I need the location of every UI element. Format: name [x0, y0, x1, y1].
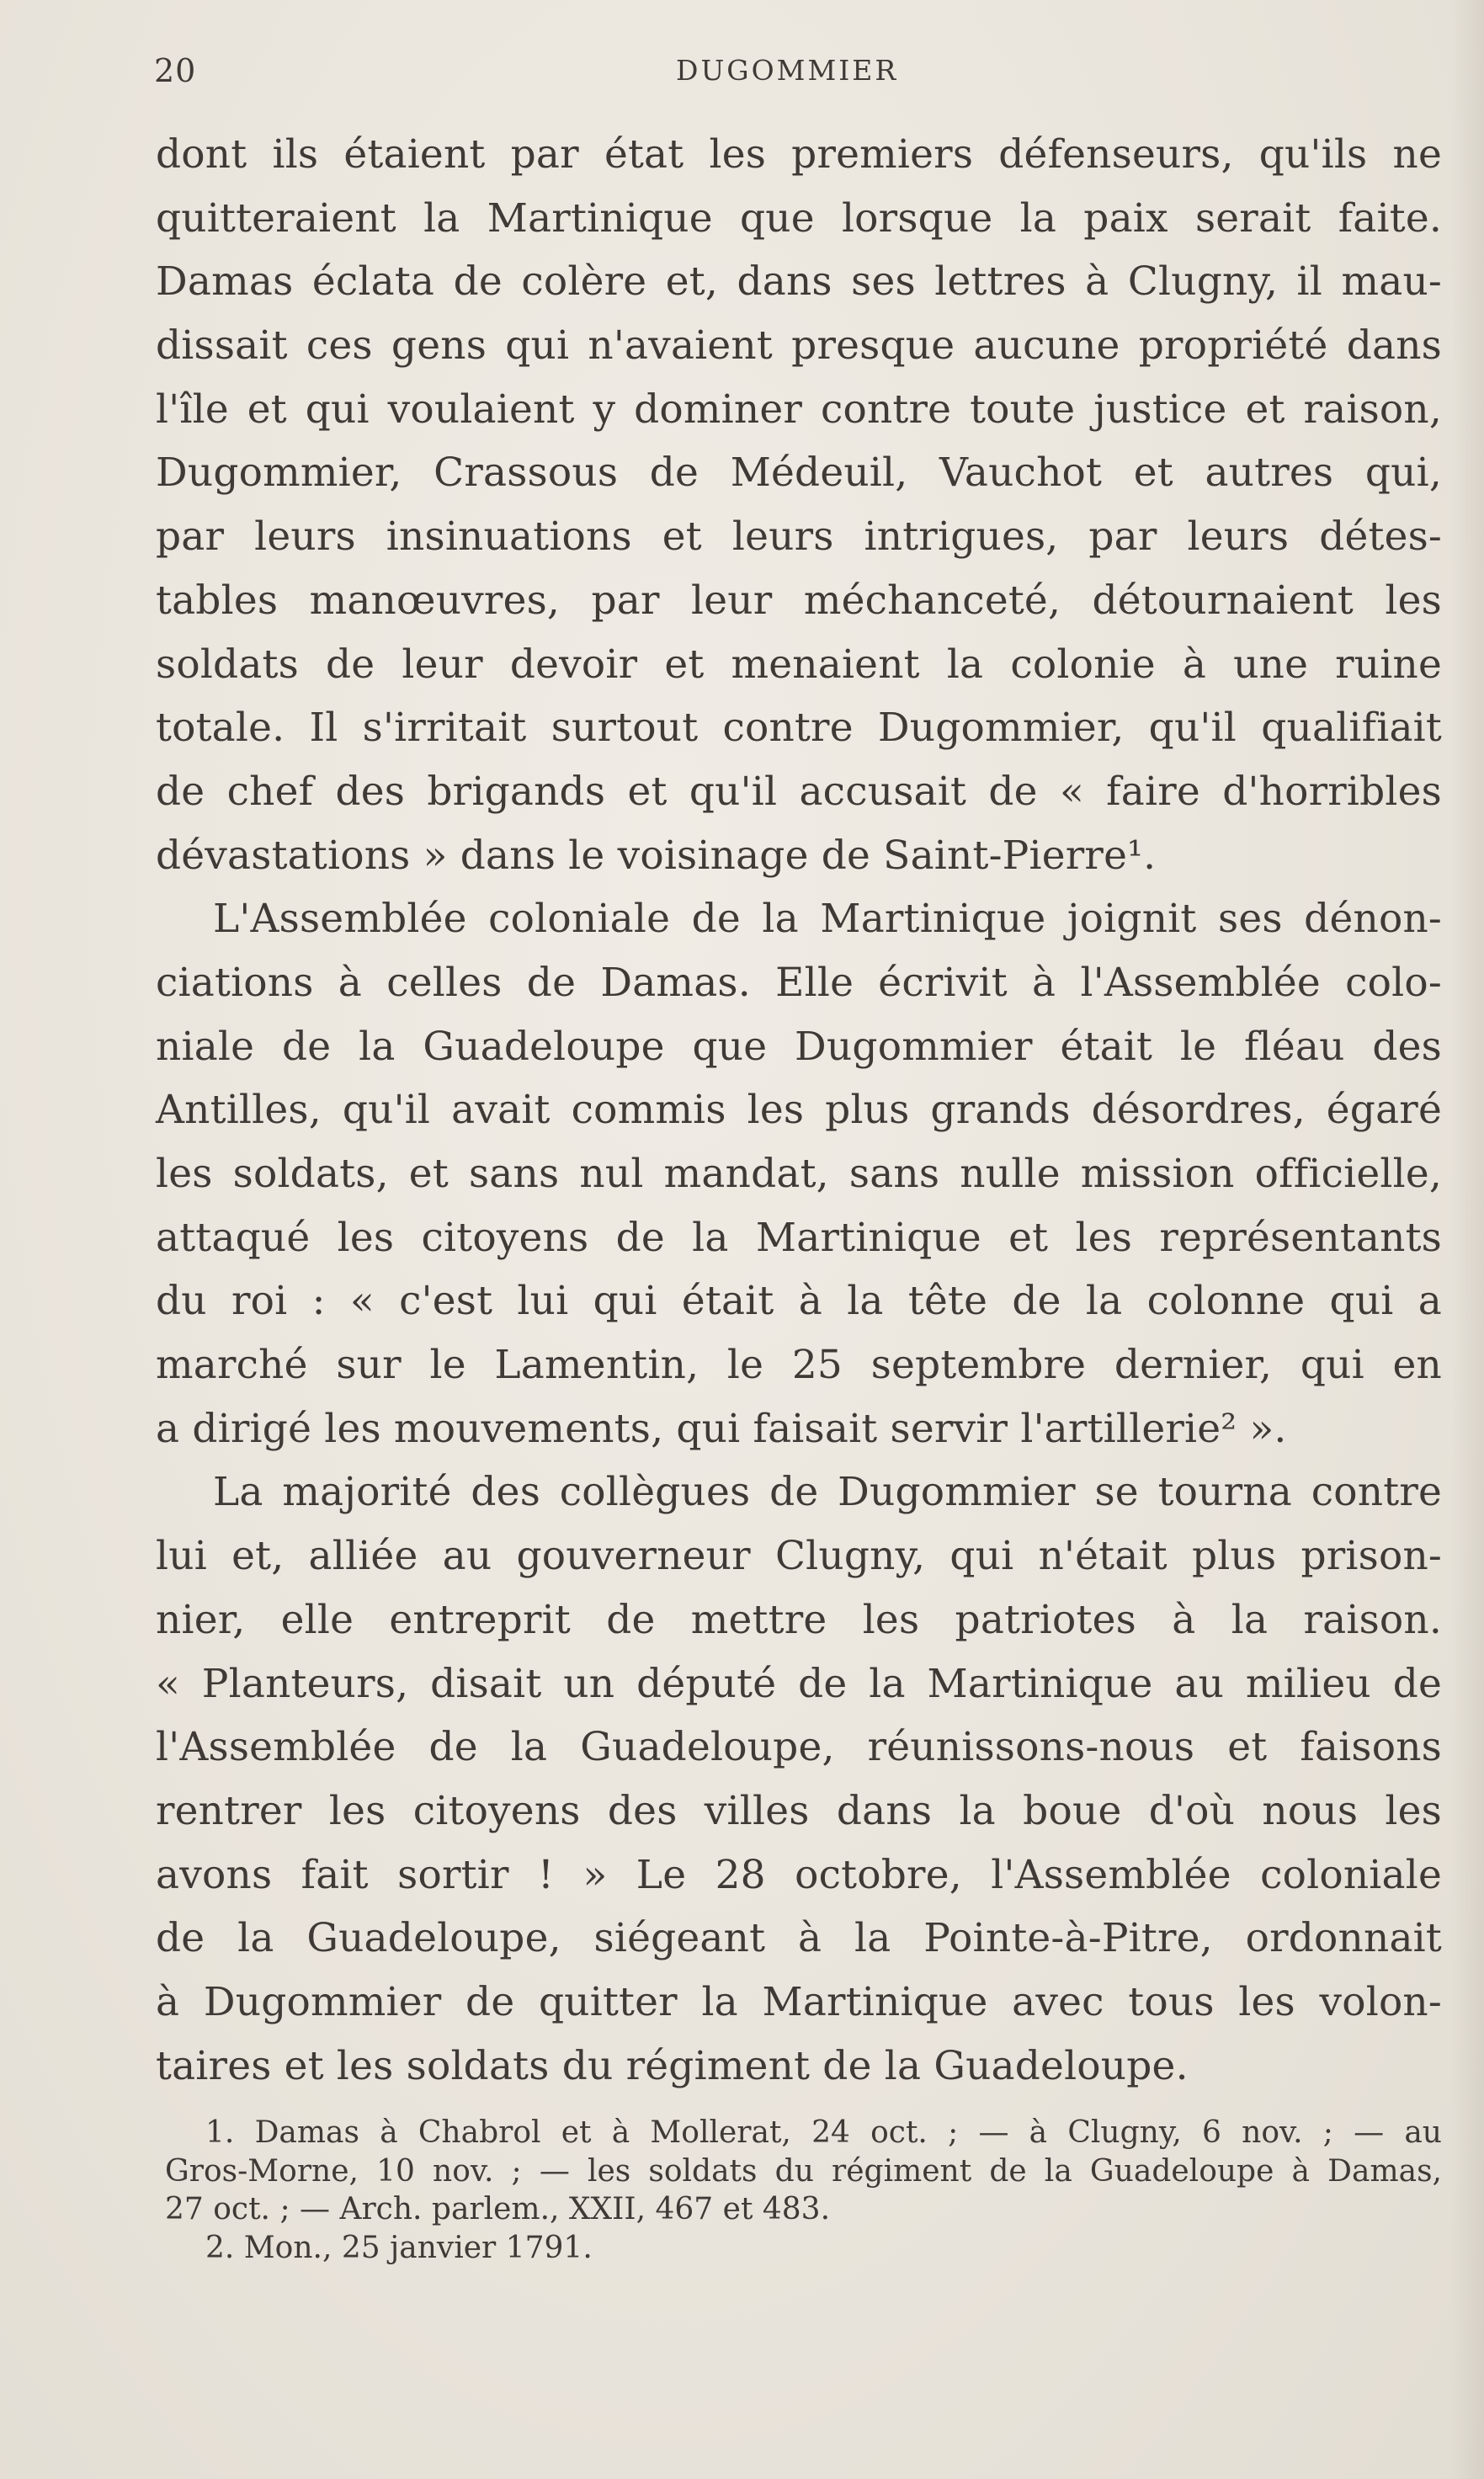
text-line: dissait ces gens qui n'avaient presque aucune propriété dans	[156, 322, 1442, 370]
text-line: a dirigé les mouvements, qui faisait servir l'artillerie² ».	[156, 1405, 1287, 1452]
paragraph-start-line: L'Assemblée coloniale de la Martinique joignit ses dénon-	[213, 896, 1442, 943]
paragraph-start-line: La majorité des collègues de Dugommier se tourna contre	[213, 1469, 1442, 1516]
text-line: soldats de leur devoir et menaient la colonie à une ruine	[156, 641, 1442, 688]
text-line: Dugommier, Crassous de Médeuil, Vauchot et autres qui,	[156, 450, 1442, 497]
text-line: par leurs insinuations et leurs intrigues, par leurs détes-	[156, 513, 1442, 561]
text-line: tables manœuvres, par leur méchanceté, détournaient les	[156, 577, 1442, 624]
text-line: rentrer les citoyens des villes dans la boue d'où nous les	[156, 1787, 1442, 1834]
text-line: de chef des brigands et qu'il accusait de « faire d'horribles	[156, 768, 1442, 815]
text-line: les soldats, et sans nul mandat, sans nulle mission officielle,	[156, 1151, 1442, 1197]
text-line: avons fait sortir ! » Le 28 octobre, l'Assemblée coloniale	[156, 1851, 1442, 1898]
text-line: l'île et qui voulaient y dominer contre toute justice et raison,	[156, 386, 1442, 433]
text-line: dévastations » dans le voisinage de Saint-Pierre¹.	[156, 832, 1157, 879]
page-number: 20	[154, 52, 197, 89]
text-line: Antilles, qu'il avait commis les plus grands désordres, égaré	[156, 1087, 1442, 1134]
text-line: du roi : « c'est lui qui était à la tête de la colonne qui a	[156, 1278, 1442, 1325]
text-line: ciations à celles de Damas. Elle écrivit à l'Assemblée colo-	[156, 959, 1442, 1006]
text-line: marché sur le Lamentin, le 25 septembre dernier, qui en	[156, 1342, 1442, 1389]
text-line: à Dugommier de quitter la Martinique avec tous les volon-	[156, 1978, 1442, 2025]
text-line: nier, elle entreprit de mettre les patriotes à la raison.	[156, 1596, 1442, 1643]
text-line: totale. Il s'irritait surtout contre Dugommier, qu'il qualifiait	[156, 705, 1442, 752]
body-text	[156, 123, 1442, 2098]
text-line: dont ils étaient par état les premiers défenseurs, qu'ils ne	[156, 131, 1442, 178]
text-line: quitteraient la Martinique que lorsque la paix serait faite.	[156, 194, 1442, 242]
running-title: DUGOMMIER	[676, 54, 899, 87]
text-line: attaqué les citoyens de la Martinique et les représentants	[156, 1214, 1442, 1261]
footnote-line: 27 oct. ; — Arch. parlem., XXII, 467 et 483.	[165, 2192, 831, 2227]
page-edge-shadow	[1450, 0, 1484, 2479]
text-line: « Planteurs, disait un député de la Martinique au milieu de	[156, 1660, 1442, 1707]
text-line: Damas éclata de colère et, dans ses lettres à Clugny, il mau-	[156, 258, 1442, 306]
footnote-line: 2. Mon., 25 janvier 1791.	[205, 2230, 593, 2265]
footnotes	[165, 2114, 1442, 2267]
page-header	[154, 52, 1442, 94]
text-line: lui et, alliée au gouverneur Clugny, qui n'était plus prison-	[156, 1533, 1442, 1580]
text-line: niale de la Guadeloupe que Dugommier était le fléau des	[156, 1023, 1442, 1070]
footnote-line: Gros-Morne, 10 nov. ; — les soldats du régiment de la Guadeloupe à Damas,	[165, 2153, 1442, 2189]
text-line: l'Assemblée de la Guadeloupe, réunissons-nous et faisons	[156, 1724, 1442, 1771]
text-line: de la Guadeloupe, siégeant à la Pointe-à-Pitre, ordonnait	[156, 1915, 1442, 1962]
text-line: taires et les soldats du régiment de la Guadeloupe.	[156, 2042, 1189, 2089]
footnote-line: 1. Damas à Chabrol et à Mollerat, 24 oct. ; — à Clugny, 6 nov. ; — au	[205, 2115, 1442, 2150]
